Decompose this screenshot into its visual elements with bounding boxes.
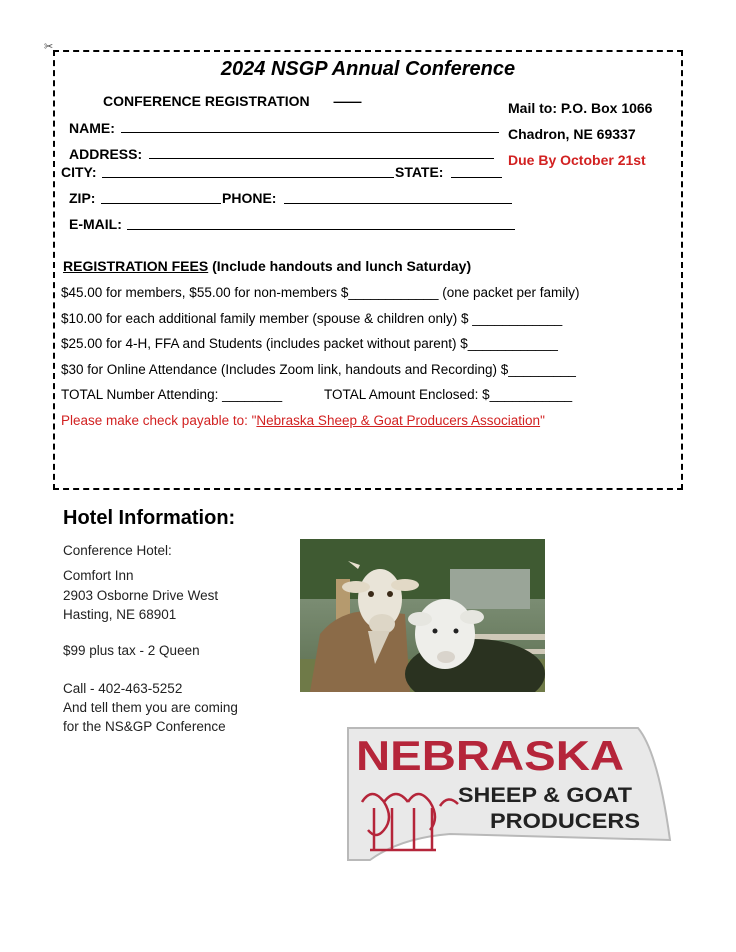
fee-online: $30 for Online Attendance (Includes Zoom link, handouts and Recording) $_________ <box>61 362 576 377</box>
fee-family-member: $10.00 for each additional family member (spouse & children only) $ ____________ <box>61 311 563 326</box>
logo-word-producers: PRODUCERS <box>490 810 640 833</box>
due-date: Due By October 21st <box>508 152 646 168</box>
phone-field[interactable] <box>284 203 512 204</box>
address-label: ADDRESS: <box>69 146 143 162</box>
fee-students: $25.00 for 4-H, FFA and Students (includes packet without parent) $____________ <box>61 336 558 351</box>
logo-word-sheep-goat: SHEEP & GOAT <box>458 784 633 807</box>
fee-members: $45.00 for members, $55.00 for non-members $____________ (one packet per family) <box>61 285 580 300</box>
name-label: NAME: <box>69 120 115 136</box>
state-label: STATE: <box>395 164 444 180</box>
hotel-phone: Call - 402-463-5252 <box>63 681 183 696</box>
address-field[interactable] <box>149 158 494 159</box>
goat-sheep-photo <box>300 539 545 692</box>
zip-label: ZIP: <box>69 190 96 206</box>
payable-note: Please make check payable to: "Nebraska Sheep & Goat Producers Association" <box>61 413 545 428</box>
city-label: CITY: <box>61 164 97 180</box>
fees-heading: REGISTRATION FEES (Include handouts and lunch Saturday) <box>63 258 472 274</box>
name-field[interactable] <box>121 132 499 133</box>
hotel-street: 2903 Osborne Drive West <box>63 588 219 603</box>
mail-city-line: Chadron, NE 69337 <box>508 126 636 142</box>
hotel-note-2: for the NS&GP Conference <box>63 719 226 734</box>
logo-word-nebraska: NEBRASKA <box>356 732 624 779</box>
total-amount: TOTAL Amount Enclosed: $___________ <box>324 387 573 402</box>
hotel-name: Comfort Inn <box>63 568 134 583</box>
hotel-note-1: And tell them you are coming <box>63 700 238 715</box>
conference-title: 2024 NSGP Annual Conference <box>220 58 516 80</box>
city-field[interactable] <box>102 177 394 178</box>
email-label: E-MAIL: <box>69 216 122 232</box>
hotel-city: Hasting, NE 68901 <box>63 607 177 622</box>
hotel-title: Hotel Information: <box>63 507 236 529</box>
hotel-label: Conference Hotel: <box>63 543 172 558</box>
phone-label: PHONE: <box>222 190 277 206</box>
total-attending: TOTAL Number Attending: ________ <box>61 387 283 402</box>
state-field[interactable] <box>451 177 502 178</box>
hotel-rate: $99 plus tax - 2 Queen <box>63 643 200 658</box>
section-heading: CONFERENCE REGISTRATION —— <box>103 93 362 109</box>
scissors-icon: ✂ <box>44 41 54 53</box>
zip-field[interactable] <box>101 203 221 204</box>
nsgp-logo <box>340 722 676 862</box>
mail-to-line: Mail to: P.O. Box 1066 <box>508 100 653 116</box>
email-field[interactable] <box>127 229 515 230</box>
